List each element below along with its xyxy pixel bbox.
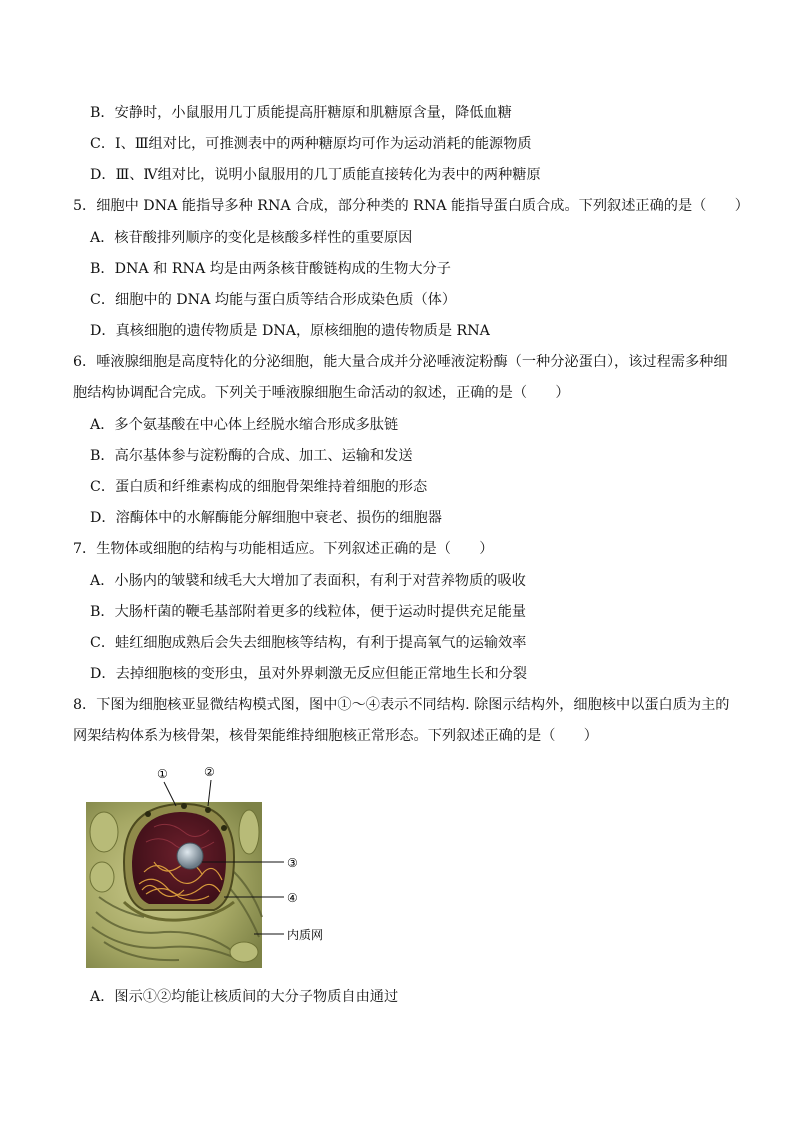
question-6-stem: 6．唾液腺细胞是高度特化的分泌细胞，能大量合成并分泌唾液淀粉酶（一种分泌蛋白），该过程需多种细 [73,354,728,370]
option-prev-c: C．Ⅰ、Ⅲ组对比，可推测表中的两种糖原均可作为运动消耗的能源物质 [90,136,532,152]
q5-option-a: A．核苷酸排列顺序的变化是核酸多样性的重要原因 [90,230,413,246]
q7-option-d: D．去掉细胞核的变形虫，虽对外界刺激无反应但能正常地生长和分裂 [90,666,528,682]
nucleus-diagram [84,762,344,972]
label-3: ③ [287,856,298,870]
label-2: ② [204,765,215,779]
nucleolus [177,843,203,869]
q6-option-b: B．高尔基体参与淀粉酶的合成、加工、运输和发送 [90,448,413,464]
q6-option-c: C．蛋白质和纤维素构成的细胞骨架维持着细胞的形态 [90,479,428,495]
q6-option-d: D．溶酶体中的水解酶能分解细胞中衰老、损伤的细胞器 [90,510,442,526]
q5-option-d: D．真核细胞的遗传物质是 DNA，原核细胞的遗传物质是 RNA [90,323,490,339]
q7-option-b: B．大肠杆菌的鞭毛基部附着更多的线粒体，便于运动时提供充足能量 [90,604,527,620]
question-8-stem-cont: 网架结构体系为核骨架，核骨架能维持细胞核正常形态。下列叙述正确的是（ ） [73,728,598,744]
q6-option-a: A．多个氨基酸在中心体上经脱水缩合形成多肽链 [90,417,399,433]
question-6-stem-cont: 胞结构协调配合完成。下列关于唾液腺细胞生命活动的叙述，正确的是（ ） [73,385,570,401]
question-7-stem: 7．生物体或细胞的结构与功能相适应。下列叙述正确的是（ ） [73,541,494,557]
question-8-stem: 8．下图为细胞核亚显微结构模式图，图中①～④表示不同结构. 除图示结构外，细胞核中以蛋白质为主的 [73,697,730,713]
q5-option-c: C．细胞中的 DNA 均能与蛋白质等结合形成染色质（体） [90,292,457,308]
option-prev-d: D．Ⅲ、Ⅳ组对比，说明小鼠服用的几丁质能直接转化为表中的两种糖原 [90,167,541,183]
q7-option-a: A．小肠内的皱襞和绒毛大大增加了表面积，有利于对营养物质的吸收 [90,573,526,589]
q5-option-b: B．DNA 和 RNA 均是由两条核苷酸链构成的生物大分子 [90,261,451,277]
label-4: ④ [287,891,298,905]
option-prev-b: B．安静时，小鼠服用几丁质能提高肝糖原和肌糖原含量，降低血糖 [90,105,512,121]
label-er: 内质网 [287,928,324,942]
label-1: ① [157,767,168,781]
q8-option-a: A．图示①②均能让核质间的大分子物质自由通过 [90,989,399,1005]
q7-option-c: C．蛙红细胞成熟后会失去细胞核等结构，有利于提高氧气的运输效率 [90,635,527,651]
question-5-stem: 5．细胞中 DNA 能指导多种 RNA 合成，部分种类的 RNA 能指导蛋白质合成。下列叙述正确的是（ ） [73,198,749,214]
